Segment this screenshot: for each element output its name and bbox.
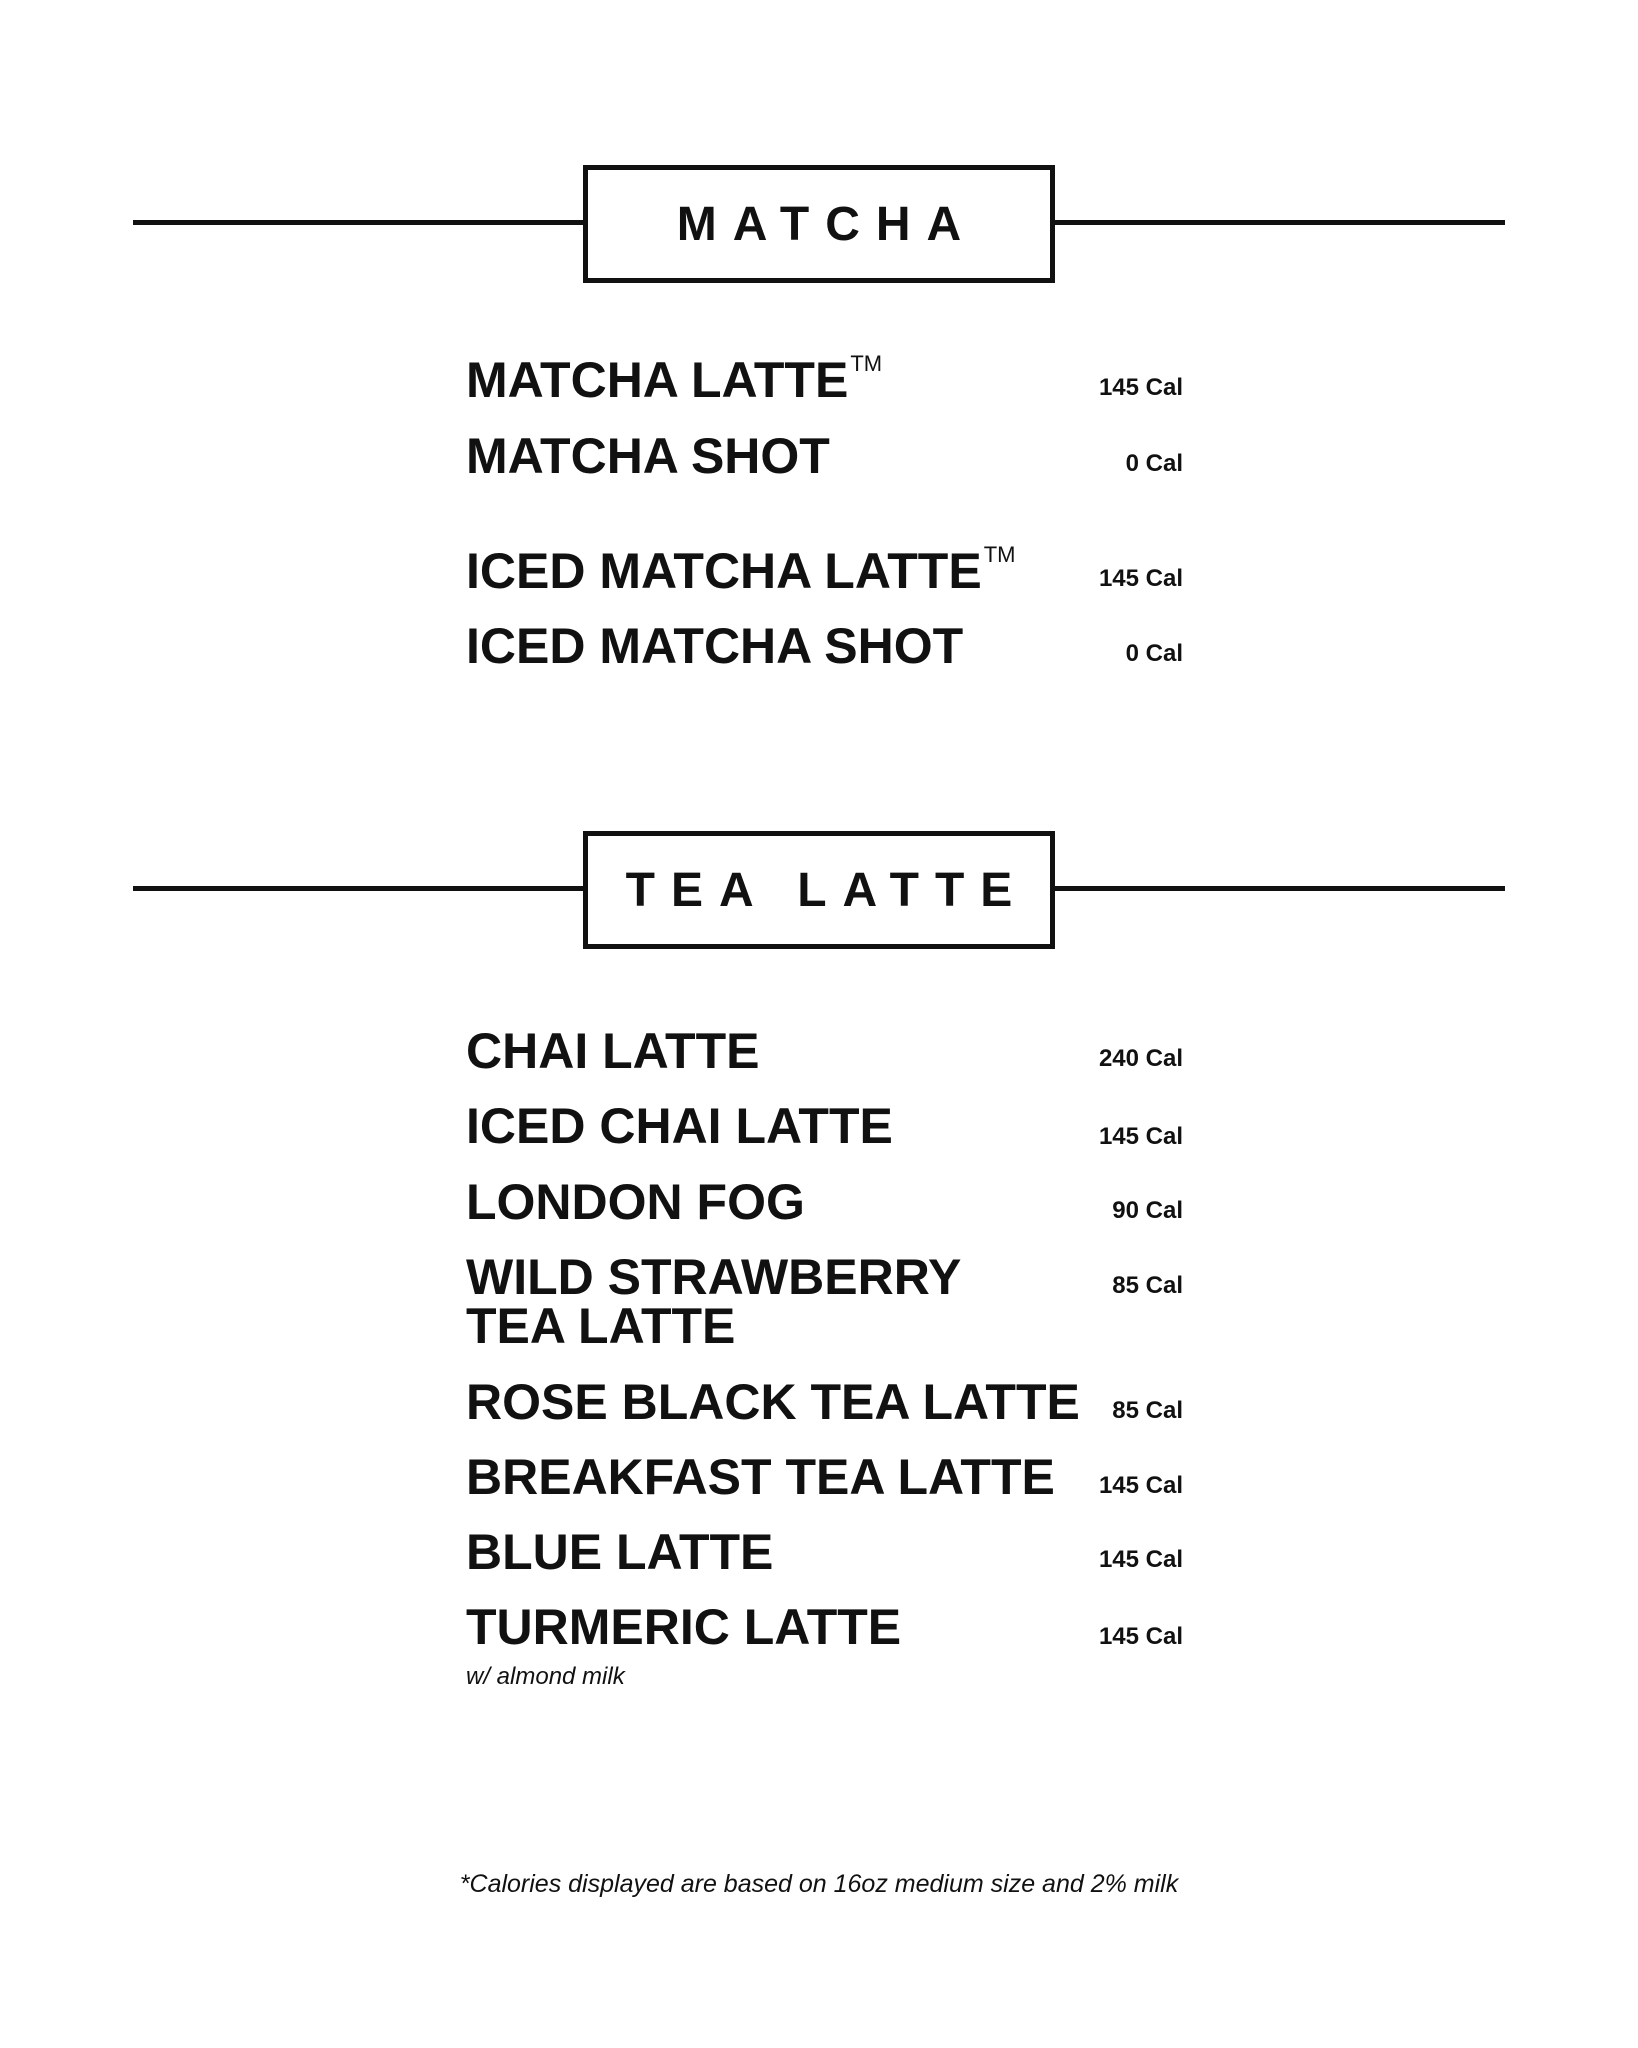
menu-item-name: MATCHA SHOT (466, 428, 830, 484)
menu-item-calories: 145 Cal (1098, 374, 1183, 401)
menu-item-name: ICED MATCHA SHOT (466, 618, 964, 674)
section-title: MATCHA (676, 197, 978, 251)
menu-item-name: BLUE LATTE (466, 1524, 774, 1580)
menu-item-calories: 90 Cal (1112, 1197, 1183, 1224)
menu-item-note: w/ almond milk (466, 1663, 625, 1690)
menu-item-name: WILD STRAWBERRY (466, 1249, 962, 1305)
divider-line-right (1053, 886, 1505, 891)
menu-item-calories: 0 Cal (1125, 450, 1183, 477)
menu-item-name: MATCHA LATTE™ (466, 351, 883, 408)
menu-item-calories: 0 Cal (1125, 640, 1183, 667)
menu-item-calories: 85 Cal (1112, 1397, 1183, 1424)
menu-item-name: ICED CHAI LATTE (466, 1098, 893, 1154)
menu-item-calories: 145 Cal (1098, 1546, 1183, 1573)
section-header-matcha (133, 165, 1505, 283)
trademark-mark: TM (850, 351, 883, 376)
menu-item-name: ROSE BLACK TEA LATTE (466, 1374, 1080, 1430)
menu-item-calories: 145 Cal (1098, 1472, 1183, 1499)
menu-item-calories: 145 Cal (1098, 565, 1183, 592)
section-header-tea-latte (133, 831, 1505, 949)
trademark-mark: TM (983, 542, 1016, 567)
menu-item-name: TURMERIC LATTE (466, 1599, 902, 1655)
menu-item-calories: 145 Cal (1098, 1623, 1183, 1650)
divider-line-left (133, 886, 585, 891)
menu-item-name: ICED MATCHA LATTE™ (466, 542, 1016, 599)
menu-item-name: LONDON FOG (466, 1174, 805, 1230)
menu-item-calories: 240 Cal (1098, 1045, 1183, 1072)
menu-item-name-continued: TEA LATTE (466, 1298, 736, 1354)
divider-line-right (1053, 220, 1505, 225)
divider-line-left (133, 220, 585, 225)
menu-item-name: CHAI LATTE (466, 1023, 760, 1079)
menu-item-calories: 85 Cal (1112, 1272, 1183, 1299)
menu-item-calories: 145 Cal (1098, 1123, 1183, 1150)
section-title: TEA LATTE (625, 863, 1029, 917)
section-title-box (583, 165, 1055, 283)
menu-item-name: BREAKFAST TEA LATTE (466, 1449, 1055, 1505)
calories-footnote: *Calories displayed are based on 16oz medium size and 2% milk (459, 1870, 1179, 1898)
section-title-box (583, 831, 1055, 949)
